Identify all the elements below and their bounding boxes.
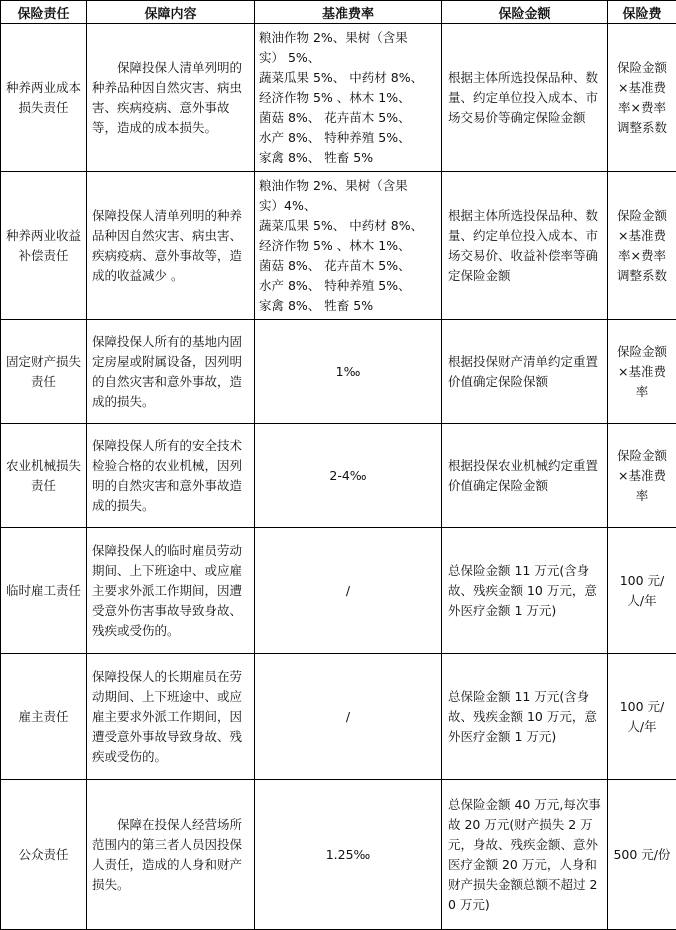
- base-rate: /: [255, 654, 442, 780]
- table-row: [1, 780, 676, 930]
- rate-line: 实） 5%、: [259, 49, 321, 65]
- coverage-content: 保障投保人所有的安全技术检验合格的农业机械，因列明的自然灾害和意外事故造成的损失。: [87, 424, 255, 528]
- insured-amount: 根据投保农业机械约定重置价值确定保险金额: [442, 424, 608, 528]
- coverage-content: 保障投保人所有的基地内固定房屋或附属设备，因列明的自然灾害和意外事故，造成的损失。: [87, 320, 255, 424]
- liability-name: 农业机械损失责任: [1, 424, 87, 528]
- insured-amount: 根据主体所选投保品种、数量、约定单位投入成本、市场交易价等确定保险金额: [442, 24, 608, 172]
- premium: 保险金额×基准费率: [608, 320, 676, 424]
- coverage-content: 保障投保人的临时雇员劳动期间、上下班途中、或应雇主要求外派工作期间，因遭受意外伤害事故导致身故、残疾或受伤的。: [87, 528, 255, 654]
- table-row: [1, 528, 676, 654]
- rate-line: 家禽 8%、 牲畜 5%: [259, 149, 374, 165]
- rate-line: 家禽 8%、 牲畜 5%: [259, 297, 374, 313]
- liability-name: 种养两业收益补偿责任: [1, 172, 87, 320]
- premium: 保险金额×基准费率: [608, 424, 676, 528]
- rate-line: 粮油作物 2%、果树（含果: [259, 177, 408, 193]
- header-insured-amount: 保险金额: [442, 1, 608, 24]
- rate-line: 蔬菜瓜果 5%、 中药材 8%、: [259, 217, 424, 233]
- header-base-rate: 基准费率: [255, 1, 442, 24]
- rate-line: 经济作物 5% 、林木 1%、: [259, 89, 411, 105]
- premium: 500 元/份: [608, 780, 676, 930]
- header-coverage-content: 保障内容: [87, 1, 255, 24]
- table-row: [1, 424, 676, 528]
- rate-line: 水产 8%、 特种养殖 5%、: [259, 277, 411, 293]
- rate-line: 菌菇 8%、 花卉苗木 5%、: [259, 257, 411, 273]
- base-rate: /: [255, 528, 442, 654]
- coverage-content: 保障投保人清单列明的种养品种因自然灾害、病虫害、疾病疫病、意外事故等，造成的收益减少 。: [87, 172, 255, 320]
- base-rate: 2-4‰: [255, 424, 442, 528]
- coverage-content: 保障投保人清单列明的种养品种因自然灾害、病虫害、疾病疫病、意外事故等，造成的成本损失。: [87, 24, 255, 172]
- rate-line: 蔬菜瓜果 5%、 中药材 8%、: [259, 69, 424, 85]
- premium: 100 元/人/年: [608, 528, 676, 654]
- header-row: [1, 1, 676, 24]
- table-row: [1, 172, 676, 320]
- insured-amount: 根据主体所选投保品种、数量、约定单位投入成本、市场交易价、收益补偿率等确定保险金额: [442, 172, 608, 320]
- table-row: [1, 654, 676, 780]
- base-rate: 1‰: [255, 320, 442, 424]
- table-row: [1, 24, 676, 172]
- table-row: [1, 320, 676, 424]
- header-premium: 保险费: [608, 1, 676, 24]
- liability-name: 雇主责任: [1, 654, 87, 780]
- premium: 100 元/人/年: [608, 654, 676, 780]
- liability-name: 固定财产损失责任: [1, 320, 87, 424]
- insured-amount: 根据投保财产清单约定重置价值确定保险保额: [442, 320, 608, 424]
- premium: 保险金额×基准费率×费率调整系数: [608, 24, 676, 172]
- liability-name: 种养两业成本损失责任: [1, 24, 87, 172]
- header-liability: 保险责任: [1, 1, 87, 24]
- base-rate: [255, 24, 442, 172]
- insured-amount: 总保险金额 11 万元(含身故、残疾金额 10 万元，意外医疗金额 1 万元): [442, 654, 608, 780]
- liability-name: 公众责任: [1, 780, 87, 930]
- insured-amount: 总保险金额 40 万元,每次事故 20 万元(财产损失 2 万元，身故、残疾金额、意外医疗金额 20 万元，人身和财产损失金额总额不超过 20 万元): [442, 780, 608, 930]
- rate-line: 菌菇 8%、 花卉苗木 5%、: [259, 109, 411, 125]
- base-rate: 1.25‰: [255, 780, 442, 930]
- rate-line: 实）4%、: [259, 197, 317, 213]
- premium: 保险金额×基准费率×费率调整系数: [608, 172, 676, 320]
- insured-amount: 总保险金额 11 万元(含身故、残疾金额 10 万元，意外医疗金额 1 万元): [442, 528, 608, 654]
- coverage-content: 保障在投保人经营场所范围内的第三者人员因投保人责任，造成的人身和财产损失。: [87, 780, 255, 930]
- rate-line: 经济作物 5% 、林木 1%、: [259, 237, 411, 253]
- rate-line: 水产 8%、 特种养殖 5%、: [259, 129, 411, 145]
- rate-line: 粮油作物 2%、果树（含果: [259, 29, 408, 45]
- base-rate: [255, 172, 442, 320]
- coverage-content: 保障投保人的长期雇员在劳动期间、上下班途中、或应雇主要求外派工作期间，因遭受意外事故导致身故、残疾或受伤的。: [87, 654, 255, 780]
- liability-name: 临时雇工责任: [1, 528, 87, 654]
